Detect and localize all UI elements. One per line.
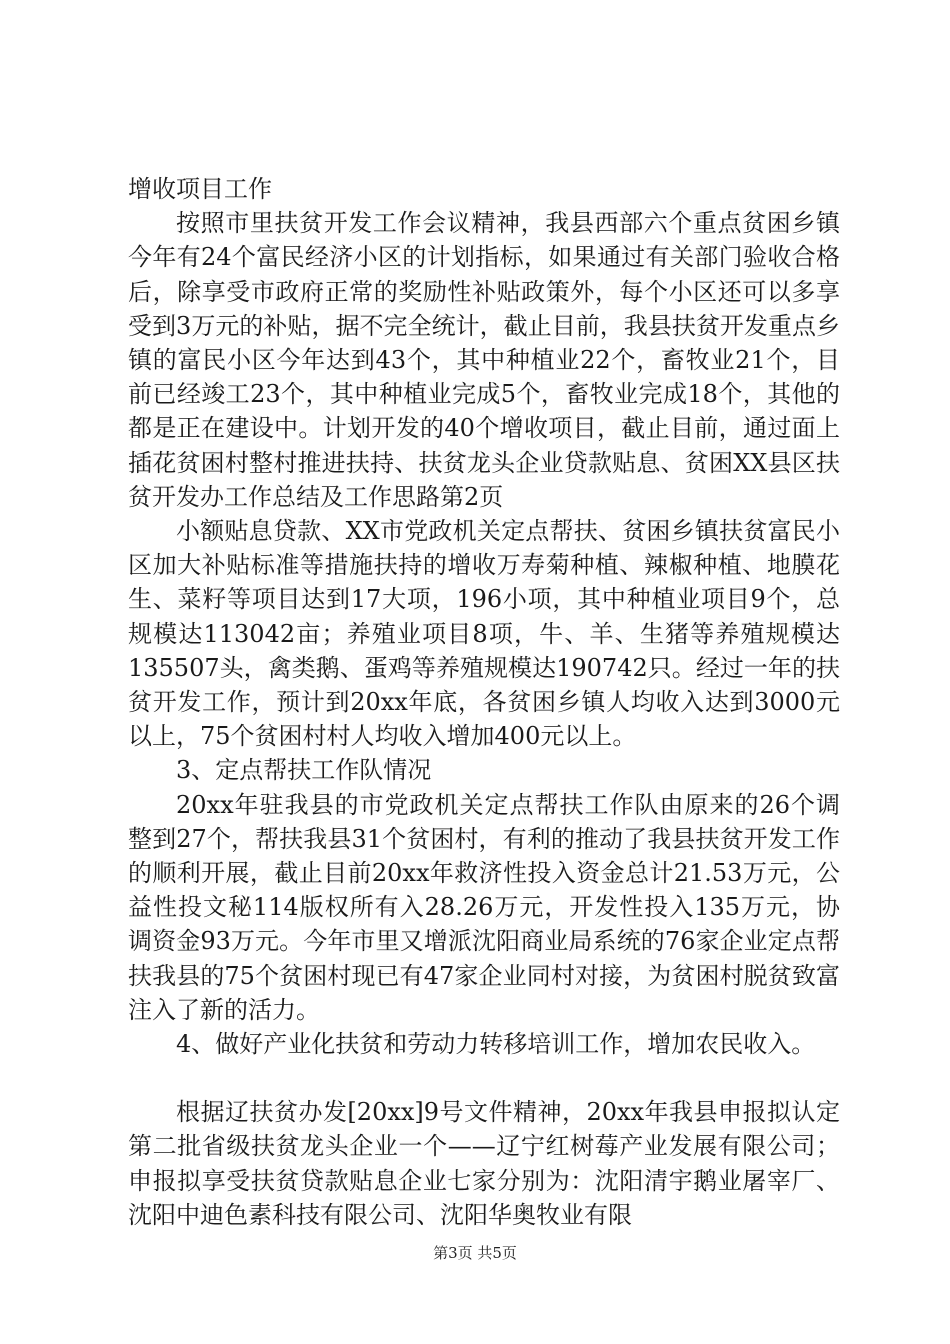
section-title-4: 4、做好产业化扶贫和劳动力转移培训工作，增加农民收入。 [176,1030,816,1059]
paragraph-2: 小额贴息贷款、XX市党政机关定点帮扶、贫困乡镇扶贫富民小区加大补贴标准等措施扶持的增收万寿菊种植、辣椒种植、地膜花生、菜籽等项目达到17大项，196小项，其中种植业项目9个，总规模达113042亩；养殖业项目8项，牛、羊、生猪等养殖规模达135507头，禽类鹅、蛋鸡等养殖规模达190742只。经过一年的扶贫开发工作，预计到20xx年底，各贫困乡镇人均收入达到3000元以上，75个贫困村村人均收入增加400元以上。 [128,517,840,751]
page-number-footer: 第3页 共5页 [433,1244,517,1262]
section-title-3: 3、定点帮扶工作队情况 [176,756,432,785]
paragraph-4: 根据辽扶贫办发[20xx]9号文件精神，20xx年我县申报拟认定第二批省级扶贫龙头企业一个——辽宁红树莓产业发展有限公司；申报拟享受扶贫贷款贴息企业七家分别为：沈阳清宇鹅业屠宰厂、沈阳中迪色素科技有限公司、沈阳华奥牧业有限 [128,1098,840,1229]
paragraph-3: 20xx年驻我县的市党政机关定点帮扶工作队由原来的26个调整到27个，帮扶我县31个贫困村，有利的推动了我县扶贫开发工作的顺利开展，截止目前20xx年救济性投入资金总计21.53万元，公益性投文秘114版权所有入28.26万元，开发性投入135万元，协调资金93万元。今年市里又增派沈阳商业局系统的76家企业定点帮扶我县的75个贫困村现已有47家企业同村对接，为贫困村脱贫致富注入了新的活力。 [128,790,840,1024]
paragraph-1: 按照市里扶贫开发工作会议精神，我县西部六个重点贫困乡镇今年有24个富民经济小区的计划指标，如果通过有关部门验收合格后，除享受市政府正常的奖励性补贴政策外，每个小区还可以多享受到3万元的补贴，据不完全统计，截止目前，我县扶贫开发重点乡镇的富民小区今年达到43个，其中种植业22个，畜牧业21个，目前已经竣工23个，其中种植业完成5个，畜牧业完成18个，其他的都是正在建设中。计划开发的40个增收项目，截止目前，通过面上插花贫困村整村推进扶持、扶贫龙头企业贷款贴息、贫困XX县区扶贫开发办工作总结及工作思路第2页 [128,209,840,511]
section-heading: 增收项目工作 [128,175,272,203]
document-body [128,172,840,1232]
